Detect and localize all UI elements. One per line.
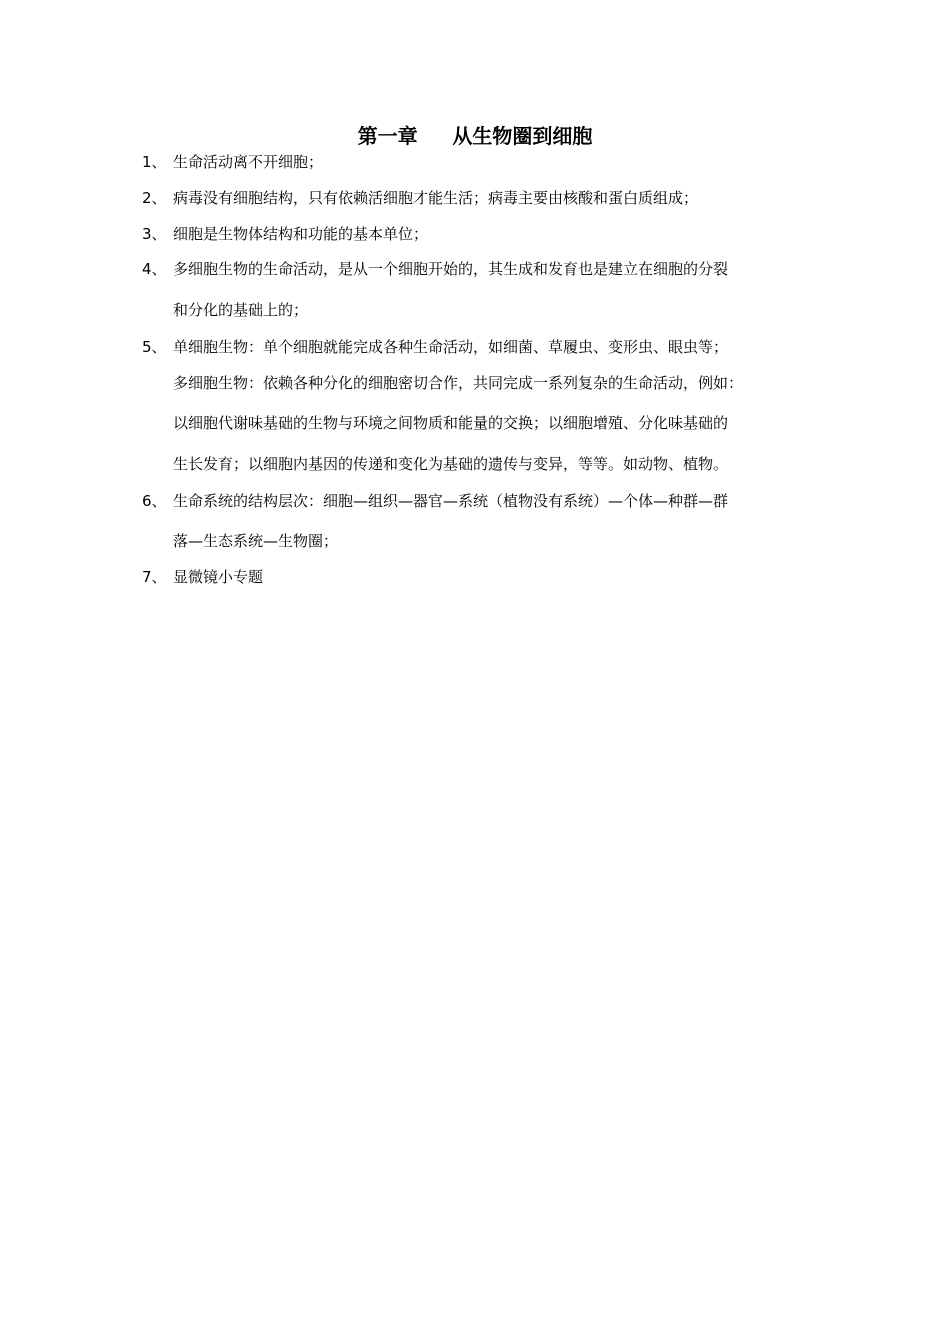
item-text-line: 落—生态系统—生物圈； (173, 532, 339, 550)
item-text-line: 生命系统的结构层次：细胞—组织—器官—系统（植物没有系统）—个体—种群—群 (173, 492, 729, 510)
item-number: 6、 (142, 492, 167, 510)
item-number: 4、 (142, 260, 167, 278)
item-number: 5、 (142, 338, 167, 356)
item-text-line: 单细胞生物：单个细胞就能完成各种生命活动，如细菌、草履虫、变形虫、眼虫等； (173, 338, 729, 356)
item-text-line: 多细胞生物：依赖各种分化的细胞密切合作，共同完成一系列复杂的生命活动，例如： (173, 374, 744, 392)
page-title: 第一章 从生物圈到细胞 (357, 124, 593, 148)
item-number: 7、 (142, 568, 167, 586)
item-text-line: 细胞是生物体结构和功能的基本单位； (173, 225, 429, 243)
item-text-line: 和分化的基础上的； (173, 301, 309, 319)
item-text-line: 以细胞代谢味基础的生物与环境之间物质和能量的交换；以细胞增殖、分化味基础的 (173, 414, 729, 432)
item-number: 1、 (142, 153, 167, 171)
item-text-line: 显微镜小专题 (173, 568, 264, 586)
item-text-line: 多细胞生物的生命活动，是从一个细胞开始的，其生成和发育也是建立在细胞的分裂 (173, 260, 729, 278)
item-text-line: 生长发育；以细胞内基因的传递和变化为基础的遗传与变异，等等。如动物、植物。 (173, 455, 729, 473)
item-text-line: 生命活动离不开细胞； (173, 153, 324, 171)
item-number: 2、 (142, 189, 167, 207)
item-text-line: 病毒没有细胞结构，只有依赖活细胞才能生活；病毒主要由核酸和蛋白质组成； (173, 189, 699, 207)
item-number: 3、 (142, 225, 167, 243)
